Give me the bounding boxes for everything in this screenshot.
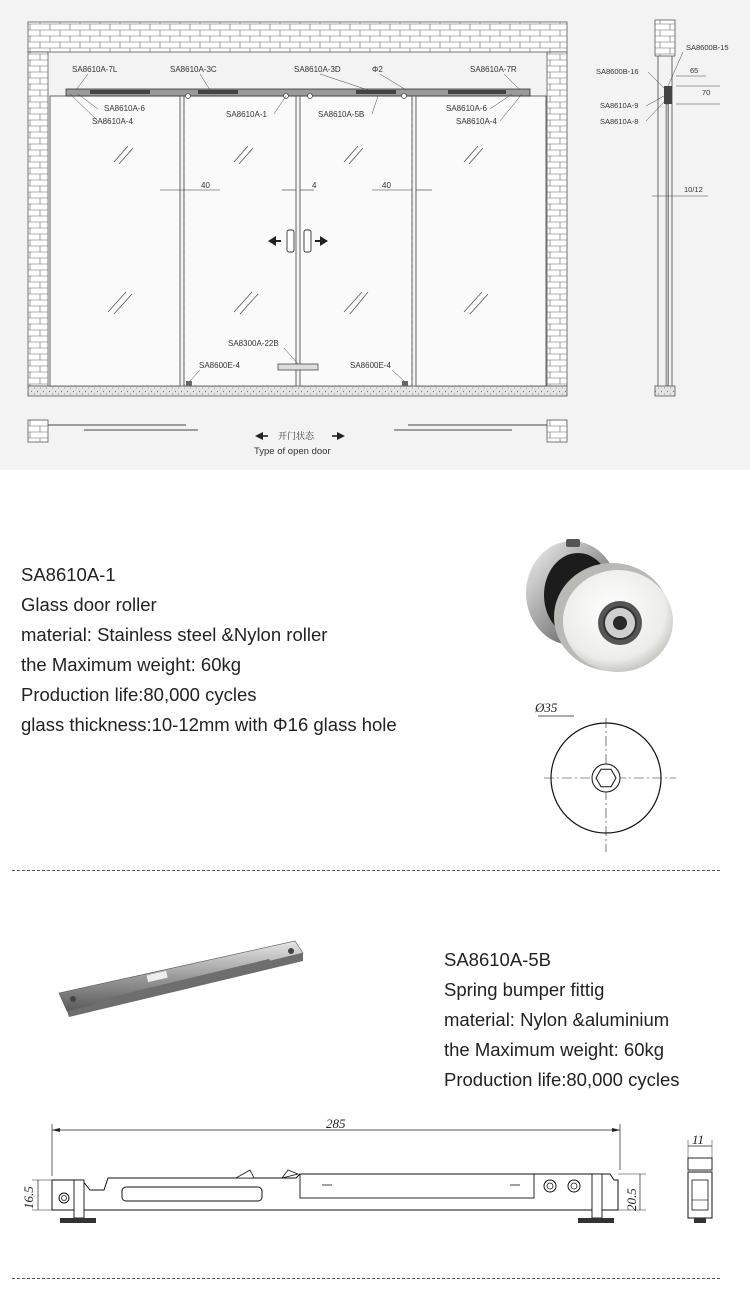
label-4-right: SA8610A-4 [456,117,497,126]
product2-weight: the Maximum weight: 60kg [444,1039,665,1060]
label-floor-left: SA8600E-4 [199,361,240,370]
label-4-left: SA8610A-4 [92,117,133,126]
product2-material: material: Nylon &aluminium [444,1009,670,1030]
gap-center: 4 [312,181,317,190]
side-thickness: 10/12 [684,185,703,194]
product1-weight: the Maximum weight: 60kg [21,654,242,675]
product2-spec [444,945,680,1095]
label-a1: SA8610A-1 [226,110,267,119]
label-5b: SA8610A-5B [318,110,365,119]
label-6-left: SA8610A-6 [104,104,145,113]
bumper-dim-h2: 20.5 [624,1188,639,1211]
side-b16: SA8600B-16 [596,67,639,76]
label-floor-right: SA8600E-4 [350,361,391,370]
bumper-photo [55,935,310,1025]
product1-life: Production life:80,000 cycles [21,684,257,705]
label-phi2: Φ2 [372,65,383,74]
separator-2 [12,1278,720,1279]
side-a9: SA8610A-9 [600,101,639,110]
door-installation-drawing [0,0,750,470]
bumper-dim-width: 11 [692,1132,705,1147]
product1-glass: glass thickness:10-12mm with Φ16 glass hole [21,714,397,735]
product2-life: Production life:80,000 cycles [444,1069,680,1090]
open-door-cn: 开门状态 [278,431,315,441]
side-d70: 70 [702,88,711,97]
bumper-dim-h1: 16.5 [21,1186,36,1209]
side-d65: 65 [690,66,699,75]
product2-code: SA8610A-5B [444,949,551,970]
label-7r: SA8610A-7R [470,65,517,74]
roller-dim-diameter: Ø35 [535,700,558,715]
label-22b: SA8300A-22B [228,339,279,348]
label-6-right: SA8610A-6 [446,104,487,113]
product1-spec [21,560,397,740]
gap-left: 40 [201,181,210,190]
side-a8: SA8610A-8 [600,117,639,126]
label-7l: SA8610A-7L [72,65,118,74]
product1-material: material: Stainless steel &Nylon roller [21,624,328,645]
bumper-dim-length: 285 [326,1116,346,1131]
roller-drawing [530,690,690,860]
bumper-drawing [0,1110,750,1235]
open-door-en: Type of open door [254,446,331,457]
product1-name: Glass door roller [21,594,157,615]
product2-name: Spring bumper fittig [444,979,605,1000]
door-drawing-panel [0,0,750,470]
roller-photo [520,525,680,675]
label-3c: SA8610A-3C [170,65,217,74]
separator-1 [12,870,720,871]
side-b15: SA8600B-15 [686,43,729,52]
label-3d: SA8610A-3D [294,65,341,74]
gap-right: 40 [382,181,391,190]
product1-code: SA8610A-1 [21,564,116,585]
